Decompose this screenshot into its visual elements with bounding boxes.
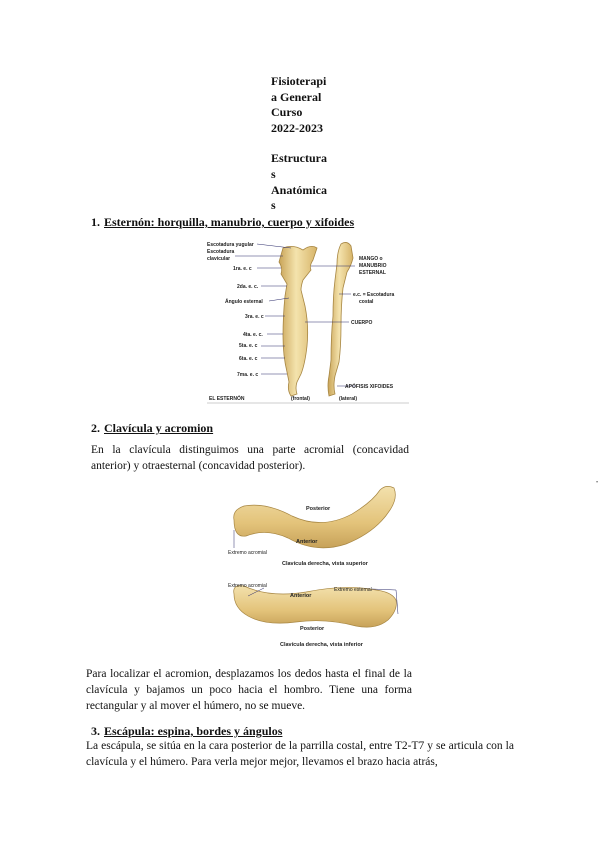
title-line: s bbox=[271, 198, 276, 213]
label-clavicular: clavicular bbox=[207, 256, 231, 262]
section-number: 2. bbox=[91, 421, 100, 435]
clavicle-inferior-shape bbox=[234, 586, 397, 627]
label-5ta-ec: 5ta. e. c bbox=[239, 343, 258, 349]
section-number: 1. bbox=[91, 215, 100, 229]
label-escotadura-yugular: Escotadura yugular bbox=[207, 242, 254, 248]
label-manubrio: MANUBRIO bbox=[359, 263, 387, 269]
clavicle-figure bbox=[226, 480, 406, 656]
label-2da-ec: 2da. e. c. bbox=[237, 284, 259, 290]
label-6ta-ec: 6ta. e. c bbox=[239, 356, 258, 362]
label-1ra-ec: 1ra. e. c bbox=[233, 266, 252, 272]
label-bottom-extremo-acromial: Extremo acromial bbox=[228, 583, 267, 589]
title-line: Anatómica bbox=[271, 182, 327, 197]
label-4ta-ec: 4ta. e. c. bbox=[243, 332, 263, 338]
title-line: Fisioterapi bbox=[271, 74, 327, 88]
caption-vista-superior: Clavícula derecha, vista superior bbox=[282, 561, 368, 567]
title-line: 2022-2023 bbox=[271, 120, 323, 135]
label-top-posterior: Posterior bbox=[306, 506, 331, 512]
label-esternal: ESTERNAL bbox=[359, 270, 386, 276]
clavicle-paragraph: En la clavícula distinguimos una parte acromial (concavidad anterior) y otraesternal (concavidad posterior). bbox=[91, 444, 409, 472]
label-escotadura: Escotadura bbox=[207, 249, 235, 255]
scapula-paragraph: La escápula, se sitúa en la cara posterior de la parrilla costal, entre T2-T7 y se articula con la clavícula y el húmero. Para verla mejor mejor, llevamos el brazo hacia atrás, bbox=[86, 740, 514, 768]
section-title: Clavícula y acromion bbox=[104, 421, 214, 435]
caption-lateral: (lateral) bbox=[339, 396, 358, 402]
title-line: Curso bbox=[271, 105, 303, 120]
section-number: 3. bbox=[91, 724, 100, 738]
sternum-frontal-shape bbox=[279, 246, 317, 396]
label-angulo-esternal: Ángulo esternal bbox=[225, 299, 263, 305]
sternum-figure bbox=[205, 236, 411, 406]
document-title-block bbox=[271, 74, 335, 214]
acromion-paragraph: Para localizar el acromion, desplazamos los dedos hasta el final de la clavícula y bajamos un poco hacia el hombro. Tiene una forma rectangular y al mover el húmero, no se mueve. bbox=[86, 668, 412, 712]
section-title: Esternón: horquilla, manubrio, cuerpo y xifoides bbox=[104, 215, 355, 229]
label-bottom-anterior: Anterior bbox=[290, 593, 312, 599]
title-line: a General bbox=[271, 89, 322, 104]
section1-heading bbox=[91, 215, 354, 230]
label-3ra-ec: 3ra. e. c bbox=[245, 314, 264, 320]
caption-vista-inferior: Clavícula derecha, vista inferior bbox=[280, 642, 363, 648]
title-line: s bbox=[271, 166, 276, 181]
label-mango: MANGO o bbox=[359, 256, 383, 262]
title-line: Estructura bbox=[271, 151, 327, 166]
label-top-extremo-acromial: Extremo acromial bbox=[228, 550, 267, 556]
label-7ma-ec: 7ma. e. c bbox=[237, 372, 259, 378]
label-apofisis-xifoides: APÓFISIS XIFOIDES bbox=[345, 384, 394, 390]
label-bottom-posterior: Posterior bbox=[300, 626, 325, 632]
label-costal: costal bbox=[359, 299, 374, 305]
label-bottom-extremo-esternal: Extremo esternal bbox=[334, 587, 372, 593]
sternum-lateral-shape bbox=[328, 242, 353, 396]
caption-el-esternon: EL ESTERNÓN bbox=[209, 396, 245, 402]
section2-heading bbox=[91, 421, 213, 436]
section3-heading bbox=[91, 724, 282, 739]
label-cuerpo: CUERPO bbox=[351, 320, 373, 326]
caption-frontal: (frontal) bbox=[291, 396, 310, 402]
label-ec-escotadura: e.c. = Escotadura bbox=[353, 292, 395, 298]
section-title: Escápula: espina, bordes y ángulos bbox=[104, 724, 283, 738]
label-top-anterior: Anterior bbox=[296, 539, 318, 545]
stray-mark: • bbox=[596, 480, 599, 486]
